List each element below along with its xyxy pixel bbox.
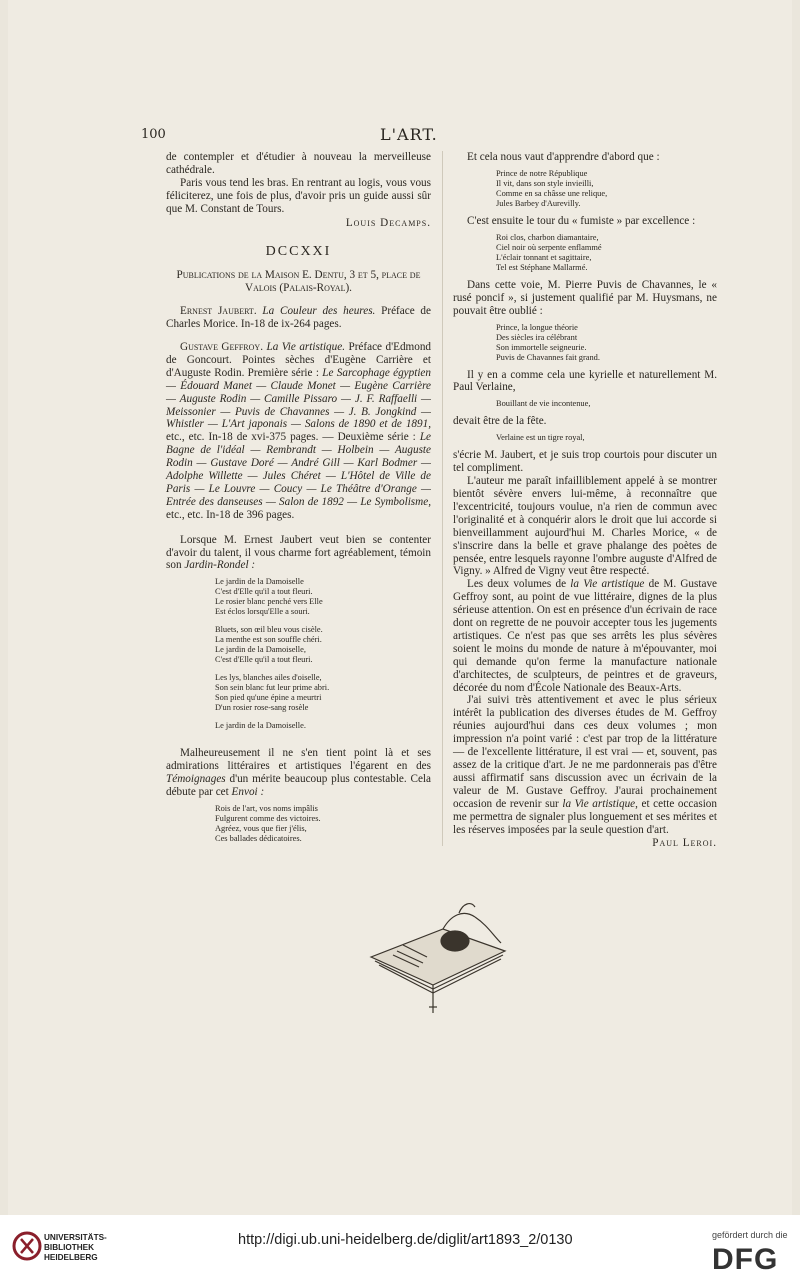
paragraph xyxy=(453,694,717,836)
library-name xyxy=(44,1233,107,1263)
entry-details: etc., etc. In-18 de 396 pages. xyxy=(166,508,295,521)
poem xyxy=(453,399,717,409)
book-title: la Vie artistique xyxy=(562,797,636,810)
author: Ernest Jaubert. xyxy=(180,305,257,318)
verse: Bluets, son œil bleu vous cisèle. xyxy=(215,625,323,635)
verse: Le jardin de la Damoiselle. xyxy=(215,721,306,731)
verse: Prince de notre République xyxy=(496,168,588,178)
poem xyxy=(166,804,431,844)
signature: Louis Decamps. xyxy=(345,216,431,229)
verse: Son pied qu'une épine a meurtri xyxy=(215,693,322,703)
entry-details: etc., etc. In-18 de xvi-375 pages. — Deuxième série : xyxy=(166,431,420,444)
verse: L'éclair tonnant et sagittaire, xyxy=(496,252,592,262)
verse: Roi clos, charbon diamantaire, xyxy=(496,232,599,242)
text: , et cette occasion me permettra de signaler plus longuement et ses mérites et les réserves imposées par la seule question d'art. xyxy=(453,797,717,836)
text: d'un mérite beaucoup plus contestable. Cela débute par cet xyxy=(166,773,431,799)
verse: Tel est Stéphane Mallarmé. xyxy=(496,262,588,272)
verse: La menthe est son souffle chéri. xyxy=(215,635,322,645)
author: Gustave Geffroy. xyxy=(180,340,263,353)
verse: Jules Barbey d'Aurevilly. xyxy=(496,198,581,208)
book-title: La Couleur des heures. xyxy=(262,305,376,318)
verse: Le jardin de la Damoiselle xyxy=(215,577,304,587)
paragraph: Et cela nous vaut d'apprendre d'abord que : xyxy=(467,151,660,163)
verse: Rois de l'art, vos noms impâlis xyxy=(215,804,318,813)
verse: Puvis de Chavannes fait grand. xyxy=(496,352,600,362)
verse: C'est d'Elle qu'il a tout fleuri. xyxy=(215,587,313,597)
right-column xyxy=(453,151,717,850)
paragraph: Dans cette voie, M. Pierre Puvis de Chavannes, le « rusé poncif », si justement qualifié par M. Huysmans, ne pouvait être oublié : xyxy=(453,278,717,317)
verse: Le rosier blanc penché vers Elle xyxy=(215,597,323,607)
poem xyxy=(453,433,717,443)
column-divider xyxy=(442,151,443,846)
publisher-heading: Publications de la Maison E. Dentu, 3 et 5, place de Valois (Palais-Royal). xyxy=(176,269,421,295)
poem xyxy=(453,323,717,363)
dfg-logo: DFG xyxy=(712,1243,779,1276)
paragraph xyxy=(166,747,431,799)
poem xyxy=(166,577,431,731)
university-seal-icon xyxy=(12,1229,42,1263)
library-line: BIBLIOTHEK xyxy=(44,1243,95,1252)
verse: Le jardin de la Damoiselle, xyxy=(215,645,306,655)
verse: Son immortelle seigneurie. xyxy=(496,342,587,352)
verse: Des siècles ira célébrant xyxy=(496,332,578,342)
poem xyxy=(453,233,717,273)
source-url-link[interactable]: http://digi.ub.uni-heidelberg.de/diglit/art1893_2/0130 xyxy=(238,1232,573,1248)
library-line: HEIDELBERG xyxy=(44,1253,98,1262)
book-vignette-illustration xyxy=(363,895,515,1015)
book-entry xyxy=(166,341,431,522)
signature: Paul Leroi. xyxy=(652,837,717,850)
left-column xyxy=(166,151,431,850)
paragraph: Il y en a comme cela une kyrielle et naturellement M. Paul Verlaine, xyxy=(453,368,717,394)
contents-list: Le Bagne de l'idéal — Rembrandt — Holbein — Auguste Rodin — Gustave Doré — André Gill — Karl Bodmer — Adolphe Willette — Jules Chéret — L'Hôtel de Ville de Paris — Le Louvre — Coucy — Le Théâtre d'Orange — Entrée des danseuses — Salon de 1892 — Le Symbolisme, xyxy=(166,431,431,508)
book-title: la Vie artistique xyxy=(570,578,645,591)
verse: Fulgurent comme des victoires. xyxy=(215,814,321,823)
book-title: La Vie artistique. xyxy=(266,340,346,353)
book-title: Témoignages xyxy=(166,773,226,786)
paragraph: C'est ensuite le tour du « fumiste » par excellence : xyxy=(467,214,696,227)
paragraph xyxy=(166,534,431,573)
paragraph: devait être de la fête. xyxy=(453,415,547,428)
book-entry xyxy=(166,305,431,331)
verse: Prince, la longue théorie xyxy=(496,322,578,332)
stanza xyxy=(215,577,431,617)
verse: Ces ballades dédicatoires. xyxy=(215,834,302,843)
entry-details: Préface de Charles Morice. In-18 de ix-264 pages. xyxy=(166,305,431,331)
section-number: DCCXXI xyxy=(265,244,332,260)
stanza xyxy=(215,625,431,665)
poem-title: Jardin-Rondel : xyxy=(184,559,256,572)
poem xyxy=(453,169,717,209)
entry-details: Préface d'Edmond de Goncourt. Pointes sèches d'Eugène Carrière et d'Auguste Rodin. Première série : xyxy=(166,340,432,379)
paragraph: de contempler et d'étudier à nouveau la merveilleuse cathédrale. xyxy=(166,151,431,176)
paragraph: L'auteur me paraît infailliblement appelé à se montrer bientôt sévère envers lui-même, à reconnaître que l'excentricité, toujours voulue, n'a rien de commun avec l'originalité et à conquérir alors le droit que lui accorde si bienveillamment aujourd'hui M. Charles Morice, « de s'inscrire dans la belle et grave phalange des poètes de pensée, entre lesquels rayonne l'ombre auguste d'Alfred de Vigny. » Alfred de Vigny veut être respecté. xyxy=(453,475,717,578)
verse: Son sein blanc fut leur prime abri. xyxy=(215,683,330,693)
page-number: 100 xyxy=(141,127,166,142)
text: Malheureusement il ne s'en tient point là et ses admirations littéraires et artistiques l'égarent en des xyxy=(166,747,431,773)
stanza xyxy=(215,673,431,713)
text: Lorsque M. Ernest Jaubert veut bien se contenter d'avoir du talent, il vous charme fort agréablement, témoin son xyxy=(166,533,431,572)
library-line: UNIVERSITÄTS- xyxy=(44,1233,107,1242)
running-header xyxy=(0,127,800,147)
paragraph: s'écrie M. Jaubert, et je suis trop courtois pour discuter un tel compliment. xyxy=(453,449,717,475)
verse: Comme en sa châsse une relique, xyxy=(496,188,608,198)
verse: Verlaine est un tigre royal, xyxy=(496,433,585,443)
verse: Est éclos lorsqu'Elle a souri. xyxy=(215,607,310,617)
funding-label: gefördert durch die xyxy=(712,1230,788,1240)
poem-title: Envoi : xyxy=(231,786,265,799)
paragraph xyxy=(453,578,717,694)
verse: Bouillant de vie incontenue, xyxy=(496,399,591,409)
contents-list: Le Sarcophage égyptien — Édouard Manet — Claude Monet — Eugène Carrière — Auguste Rodin — Camille Pissaro — J. F. Raffaelli — Meissonier — Puvis de Chavannes — J. B. Jongkind — Whistler — L'Art japonais — Salons de 1890 et de 1891, xyxy=(166,366,431,431)
verse: C'est d'Elle qu'il a tout fleuri. xyxy=(215,655,313,665)
verse: Ciel noir où serpente enflammé xyxy=(496,242,602,252)
stanza xyxy=(215,721,431,731)
verse: D'un rosier rose-sang rosèle xyxy=(215,703,309,713)
paragraph: Paris vous tend les bras. En rentrant au logis, vous vous féliciterez, une fois de plus, d'avoir pris un guide aussi sûr que M. Constant de Tours. xyxy=(166,176,431,215)
verse: Les lys, blanches ailes d'oiselle, xyxy=(215,673,322,683)
text: de M. Gustave Geffroy sont, au point de vue littéraire, dignes de la plus sérieuse attention. On est en présence d'un écrivain de race dont on regrette de ne pouvoir accepter tous les jugements artistiques. Ce n'est pas que ses arrêts les plus sévères soient le moins du monde de nature à m'épouvanter, moi qui demande qu'on ferme la manufacture nationale d'architectes, de sculpteurs, de peintres et de graveurs, décorée du nom d'École Nationale des Beaux-Arts. xyxy=(453,578,717,694)
text: J'ai suivi très attentivement et avec le plus sérieux intérêt la publication des diverses études de M. Geffroy réunies aujourd'hui dans ces deux volumes ; mon impression n'a point varié : c'est par trop de la littérature — de l'excellente littérature, il est vrai — et, souvent, pas assez de la critique d'art. Je ne me pardonnerais pas d'être aussi affirmatif sans discussion avec un écrivain de la valeur de M. Gustave Geffroy. J'aurai prochainement occasion de revenir sur xyxy=(453,694,717,810)
verse: Il vit, dans son style invieilli, xyxy=(496,178,594,188)
text: Les deux volumes de xyxy=(467,578,571,591)
running-title: L'ART. xyxy=(380,125,438,144)
verse: Agréez, vous que fier j'élis, xyxy=(215,824,307,833)
